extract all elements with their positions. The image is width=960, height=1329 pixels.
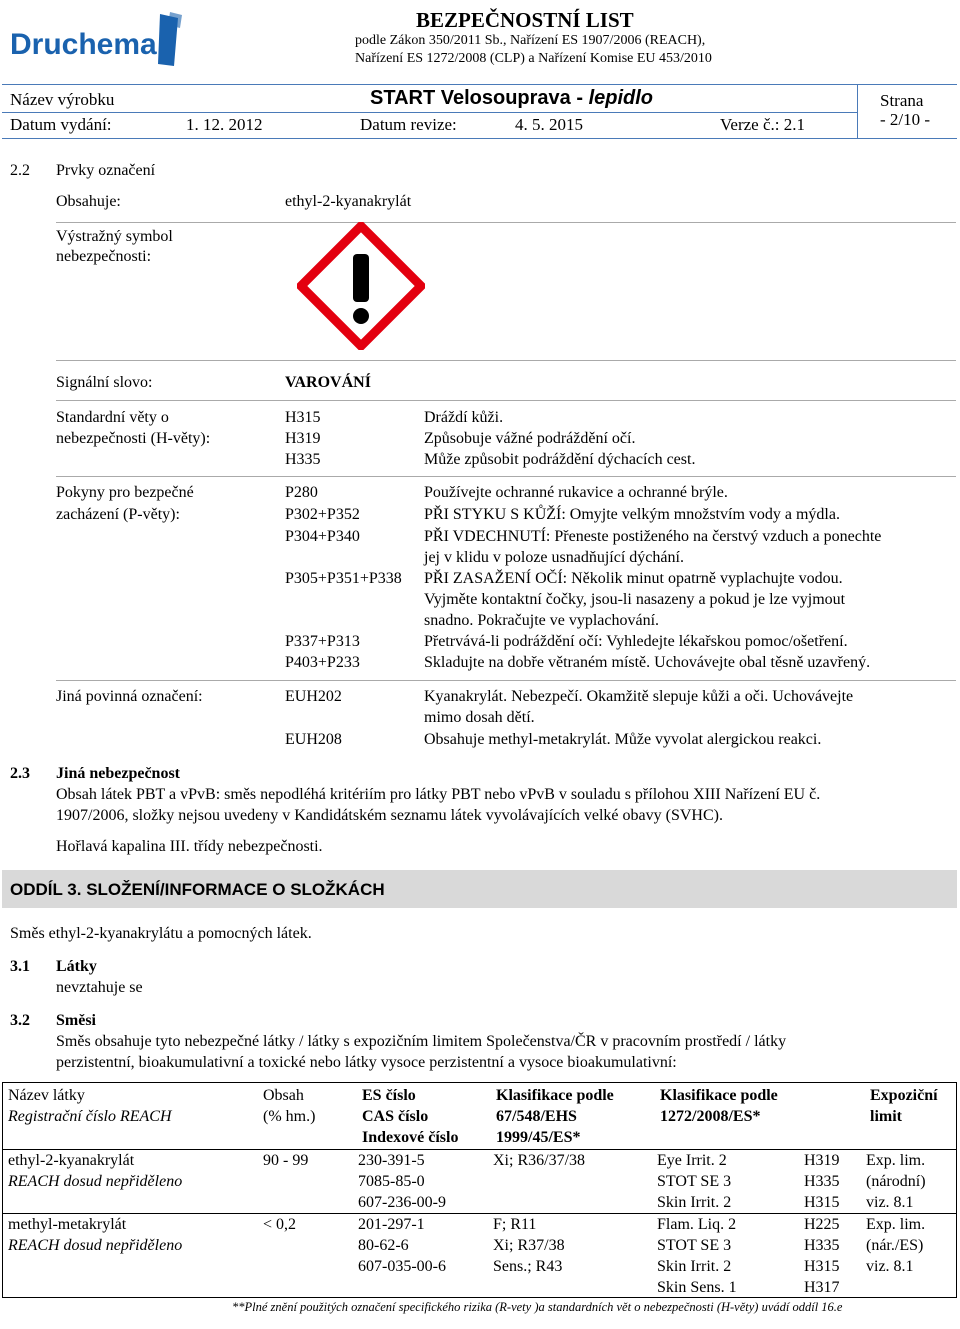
- symbol-label-2: nebezpečnosti:: [56, 248, 152, 265]
- th-class67-3: 1999/45/ES*: [496, 1129, 581, 1146]
- p-code: P403+P233: [285, 654, 360, 671]
- cell-cas: 7085-85-0: [358, 1173, 425, 1190]
- p-statements-label-2: zacházení (P-věty):: [56, 506, 180, 523]
- th-class1272-2: 1272/2008/ES*: [660, 1108, 761, 1125]
- cell-hcode: H317: [804, 1279, 840, 1296]
- signal-word-label: Signální slovo:: [56, 374, 153, 391]
- section-3-1-number: 3.1: [10, 958, 30, 975]
- cell-hcode: H315: [804, 1194, 840, 1211]
- signal-word-value: VAROVÁNÍ: [285, 374, 371, 391]
- cell-class1272: STOT SE 3: [657, 1173, 732, 1190]
- cell-class1272: Eye Irrit. 2: [657, 1152, 727, 1169]
- th-name-1: Název látky: [8, 1087, 85, 1104]
- h-code: H319: [285, 430, 321, 447]
- cell-reach: REACH dosud nepřiděleno: [8, 1237, 183, 1254]
- cell-reach: REACH dosud nepřiděleno: [8, 1173, 183, 1190]
- p-text: PŘI ZASAŽENÍ OČÍ: Několik minut opatrně vyplachujte vodou.: [424, 570, 843, 587]
- cell-exposure: viz. 8.1: [866, 1258, 914, 1275]
- cell-es: 201-297-1: [358, 1216, 425, 1233]
- th-content-2: (% hm.): [263, 1108, 316, 1125]
- h-text: Může způsobit podráždění dýchacích cest.: [424, 451, 696, 468]
- cell-index: 607-236-00-9: [358, 1194, 446, 1211]
- section-3-1-heading: Látky: [56, 958, 97, 975]
- p-statements-label-1: Pokyny pro bezpečné: [56, 484, 194, 501]
- th-ids-1: ES číslo: [362, 1087, 416, 1104]
- section-3-2-heading: Směsi: [56, 1012, 96, 1029]
- symbol-label-1: Výstražný symbol: [56, 228, 173, 245]
- product-label: Název výrobku: [10, 90, 115, 109]
- issue-date: 1. 12. 2012: [186, 115, 263, 134]
- contains-label: Obsahuje:: [56, 193, 121, 210]
- table-footnote: **Plné znění použitých označení specifického rizika (R-vety )a standardních vět o nebezpečnosti (H-věty) uvádí oddíl 16.e: [232, 1300, 843, 1314]
- cell-hcode: H315: [804, 1258, 840, 1275]
- cell-class67: Xi; R36/37/38: [493, 1152, 586, 1169]
- th-class67-2: 67/548/EHS: [496, 1108, 577, 1125]
- section-2-3-heading: Jiná nebezpečnost: [56, 765, 180, 782]
- th-class1272-1: Klasifikace podle: [660, 1087, 778, 1104]
- section-2-3-line2: 1907/2006, složky nejsou uvedeny v Kandidátském seznamu látek vyvolávajících velké obavy (SVHC).: [56, 807, 723, 824]
- h-code: H315: [285, 409, 321, 426]
- th-ids-3: Indexové číslo: [362, 1129, 459, 1146]
- th-name-2: Registrační číslo REACH: [8, 1108, 172, 1125]
- product-name: START Velosouprava - lepidlo: [370, 87, 654, 109]
- section-2-3-number: 2.3: [10, 765, 30, 782]
- section-3-2-number: 3.2: [10, 1012, 30, 1029]
- p-code: P304+P340: [285, 528, 360, 545]
- cell-hcode: H335: [804, 1237, 840, 1254]
- cell-exposure: Exp. lim.: [866, 1152, 926, 1169]
- section-2-3-line3: Hořlavá kapalina III. třídy nebezpečnosti.: [56, 838, 323, 855]
- cell-name: ethyl-2-kyanakrylát: [8, 1152, 135, 1169]
- document-subtitle-line1: podle Zákon 350/2011 Sb., Nařízení ES 1907/2006 (REACH),: [355, 33, 706, 48]
- cell-class1272: Flam. Liq. 2: [657, 1216, 737, 1233]
- h-text: Způsobuje vážné podráždění očí.: [424, 430, 636, 447]
- document-subtitle-line2: Nařízení ES 1272/2008 (CLP) a Nařízení Komise EU 453/2010: [355, 51, 712, 66]
- euh-text: Obsahuje methyl-metakrylát. Může vyvolat alergickou reakci.: [424, 731, 822, 748]
- p-text: PŘI STYKU S KŮŽÍ: Omyjte velkým množstvím vody a mýdla.: [424, 506, 840, 523]
- cell-class67: Sens.; R43: [493, 1258, 563, 1275]
- cell-exposure: (nár./ES): [866, 1237, 924, 1254]
- cell-hcode: H335: [804, 1173, 840, 1190]
- th-class67-1: Klasifikace podle: [496, 1087, 614, 1104]
- company-logo-text: Druchema: [10, 28, 157, 61]
- section-3-heading: ODDÍL 3. SLOŽENÍ/INFORMACE O SLOŽKÁCH: [10, 880, 385, 899]
- cell-exposure: Exp. lim.: [866, 1216, 926, 1233]
- cell-exposure: viz. 8.1: [866, 1194, 914, 1211]
- section-3-2-line2: perzistentní, bioakumulativní a toxické nebo látky vysoce perzistentní a vysoce bioakumulativní:: [56, 1054, 677, 1071]
- th-exposure-2: limit: [870, 1108, 902, 1125]
- page-label: Strana: [880, 91, 924, 110]
- cell-class67: Xi; R37/38: [493, 1237, 565, 1254]
- section-2-2-heading: Prvky označení: [56, 162, 156, 179]
- h-statements-label-1: Standardní věty o: [56, 409, 169, 426]
- p-code: P302+P352: [285, 506, 360, 523]
- p-text: jej v klidu v poloze usnadňující dýchání.: [424, 549, 684, 566]
- euh-text: Kyanakrylát. Nebezpečí. Okamžitě slepuje kůži a oči. Uchovávejte: [424, 688, 854, 705]
- issue-date-label: Datum vydání:: [10, 115, 112, 134]
- cell-class1272: Skin Sens. 1: [657, 1279, 737, 1296]
- cell-name: methyl-metakrylát: [8, 1216, 127, 1233]
- section-3-2-line1: Směs obsahuje tyto nebezpečné látky / látky s expozičním limitem Společenstva/ČR v pracovním prostředí / látky: [56, 1033, 787, 1050]
- revision-date-label: Datum revize:: [360, 115, 457, 134]
- cell-class1272: Skin Irrit. 2: [657, 1194, 732, 1211]
- cell-class1272: Skin Irrit. 2: [657, 1258, 732, 1275]
- cell-es: 230-391-5: [358, 1152, 425, 1169]
- other-labels-label: Jiná povinná označení:: [56, 688, 203, 705]
- p-text: PŘI VDECHNUTÍ: Přeneste postiženého na čerstvý vzduch a ponechte: [424, 528, 882, 545]
- p-text: Používejte ochranné rukavice a ochranné brýle.: [424, 484, 728, 501]
- cell-cas: 80-62-6: [358, 1237, 409, 1254]
- euh-text: mimo dosah dětí.: [424, 709, 535, 726]
- section-2-2-number: 2.2: [10, 162, 30, 179]
- p-text: Přetrvává-li podráždění očí: Vyhledejte lékařskou pomoc/ošetření.: [424, 633, 848, 650]
- cell-content: < 0,2: [263, 1216, 297, 1233]
- cell-class67: F; R11: [493, 1216, 537, 1233]
- h-statements-label-2: nebezpečnosti (H-věty):: [56, 430, 211, 447]
- th-content-1: Obsah: [263, 1087, 304, 1104]
- p-text: snadno. Pokračujte ve vyplachování.: [424, 612, 660, 629]
- ghs07-exclamation-icon: [297, 222, 425, 350]
- section-3-1-text: nevztahuje se: [56, 979, 143, 996]
- euh-code: EUH208: [285, 731, 342, 748]
- euh-code: EUH202: [285, 688, 342, 705]
- page-number: - 2/10 -: [880, 110, 931, 129]
- th-ids-2: CAS číslo: [362, 1108, 429, 1125]
- revision-date: 4. 5. 2015: [515, 115, 583, 134]
- cell-class1272: STOT SE 3: [657, 1237, 732, 1254]
- cell-hcode: H225: [804, 1216, 840, 1233]
- version: Verze č.: 2.1: [720, 115, 805, 134]
- h-text: Dráždí kůži.: [424, 409, 504, 426]
- document-title: BEZPEČNOSTNÍ LIST: [416, 8, 634, 32]
- cell-exposure: (národní): [866, 1173, 926, 1190]
- contains-value: ethyl-2-kyanakrylát: [285, 193, 412, 210]
- cell-index: 607-035-00-6: [358, 1258, 446, 1275]
- p-code: P305+P351+P338: [285, 570, 402, 587]
- th-exposure-1: Expoziční: [870, 1087, 938, 1104]
- p-code: P280: [285, 484, 318, 501]
- section-3-intro: Směs ethyl-2-kyanakrylátu a pomocných látek.: [10, 925, 312, 942]
- p-text: Skladujte na dobře větraném místě. Uchovávejte obal těsně uzavřený.: [424, 654, 871, 671]
- section-2-3-line1: Obsah látek PBT a vPvB: směs nepodléhá kritériím pro látky PBT nebo vPvB v souladu s přílohou XIII Nařízení EU č.: [56, 786, 821, 803]
- cell-hcode: H319: [804, 1152, 840, 1169]
- p-code: P337+P313: [285, 633, 360, 650]
- p-text: Vyjměte kontaktní čočky, jsou-li nasazeny a pokud je lze vyjmout: [424, 591, 846, 608]
- cell-content: 90 - 99: [263, 1152, 309, 1169]
- h-code: H335: [285, 451, 321, 468]
